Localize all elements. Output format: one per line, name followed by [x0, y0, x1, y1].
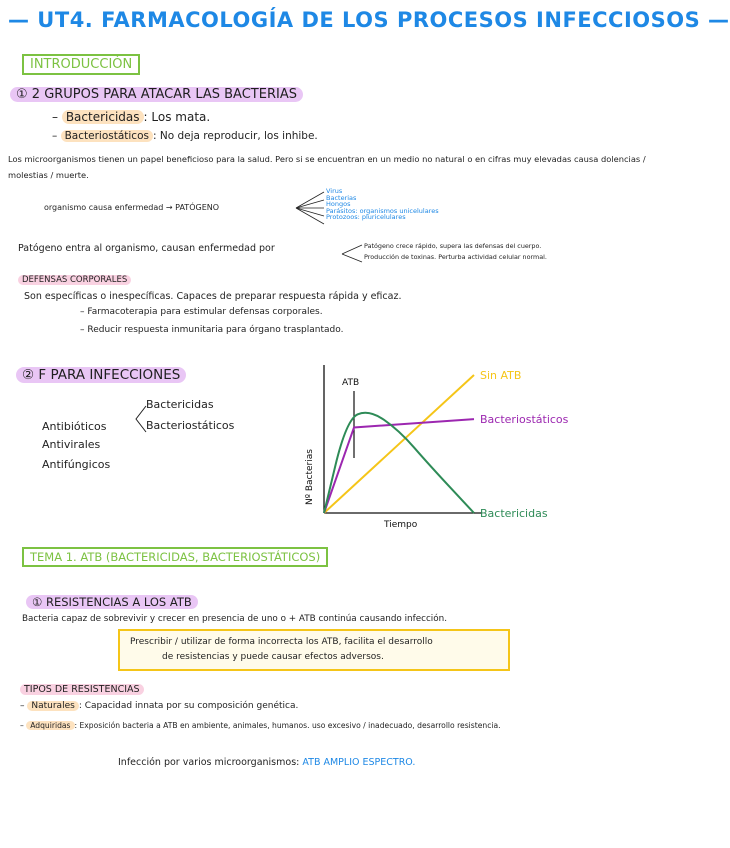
branch-bacterias: Bacterias	[326, 193, 357, 202]
bacteriostaticos-term: Bacteriostáticos	[61, 130, 153, 142]
branch-protozoos: Protozoos: pluricelulares	[326, 213, 406, 221]
infeccion-blue: ATB AMPLIO ESPECTRO.	[302, 757, 416, 768]
patogeno-left: organismo causa enfermedad → PATÓGENO	[44, 203, 220, 212]
patogeno-causas	[364, 241, 547, 263]
atb-chart	[300, 360, 630, 540]
tipos-heading: TIPOS DE RESISTENCIAS	[20, 684, 144, 695]
intro-label: INTRODUCCIÓN	[22, 54, 140, 75]
series-line-2	[324, 413, 474, 513]
bactericidas-term: Bactericidas	[62, 110, 144, 124]
resistencias-text: Bacteria capaz de sobrevivir y crecer en presencia de uno o + ATB continúa causando infección.	[22, 614, 447, 624]
adquiridas-line: – Adquiridas : Exposición bacteria a ATB en ambiente, animales, humanos. uso excesivo / inadecuado, desarrollo resistencia.	[20, 721, 501, 730]
bacteriostaticos-desc: : No deja reproducir, los inhibe.	[152, 130, 318, 142]
bactericidas-desc: : Los mata.	[143, 110, 211, 124]
branch-hongos: Hongos	[326, 200, 351, 208]
naturales-line: – Naturales : Capacidad innata por su composición genética.	[20, 701, 299, 711]
patogeno-brace-lines	[296, 188, 326, 228]
defensas-heading: DEFENSAS CORPORALES	[18, 275, 131, 285]
naturales-term: Naturales	[27, 701, 78, 711]
y-axis-label: Nº Bacterias	[305, 449, 315, 505]
defensas-item-1: – Farmacoterapia para estimular defensas corporales.	[80, 307, 323, 317]
patogeno-branches	[326, 188, 439, 221]
antibioticos-label: Antibióticos	[42, 420, 107, 433]
defensas-item-2: – Reducir respuesta inmunitaria para órgano trasplantado.	[80, 325, 344, 335]
antibiotico-type-1: Bactericidas	[146, 398, 214, 411]
infeccion-text: Infección por varios microorganismos:	[118, 757, 300, 768]
note-line-1: Prescribir / utilizar de forma incorrecta los ATB, facilita el desarrollo	[130, 637, 433, 647]
adquiridas-term: Adquiridas	[26, 721, 74, 730]
branch-virus: Virus	[326, 187, 343, 195]
microorganismos-text: Los microorganismos tienen un papel beneficioso para la salud. Pero si se encuentran en un medio no natural o en cifras muy elevadas causa dolencias / molestias / muerte.	[8, 154, 646, 180]
infeccion-line	[118, 757, 415, 768]
antifungicos: Antifúngicos	[42, 458, 111, 471]
series-line-0	[324, 375, 474, 513]
tema-label: TEMA 1. ATB (BACTERICIDAS, BACTERIOSTÁTICOS)	[22, 547, 328, 567]
series-label-0: Sin ATB	[480, 369, 522, 382]
series-label-2: Bactericidas	[480, 507, 548, 520]
resistencias-note	[118, 629, 510, 671]
series-label-1: Bacteriostáticos	[480, 413, 569, 427]
adquiridas-desc: : Exposición bacteria a ATB en ambiente, animales, humanos. uso excesivo / inadecuado, desarrollo resistencia.	[74, 721, 501, 730]
naturales-desc: : Capacidad innata por su composición genética.	[78, 701, 299, 711]
resistencias-heading: ① RESISTENCIAS A LOS ATB	[26, 595, 198, 609]
note-line-2: de resistencias y puede causar efectos adversos.	[162, 652, 384, 662]
page-title: — UT4. FARMACOLOGÍA DE LOS PROCESOS INFECCIOSOS —	[8, 8, 730, 32]
bactericidas-line: – Bactericidas : Los mata.	[52, 110, 211, 124]
patogeno-entra: Patógeno entra al organismo, causan enfermedad por	[18, 243, 275, 254]
causa-1: Patógeno crece rápido, supera las defensas del cuerpo.	[364, 242, 542, 250]
atb-annotation: ATB	[342, 378, 360, 388]
branch-parasitos: Parásitos: organismos unicelulares	[326, 206, 439, 215]
antibiotico-type-2: Bacteriostáticos	[146, 419, 235, 432]
causas-brace	[340, 242, 364, 266]
f-heading: ② F PARA INFECCIONES	[16, 367, 186, 383]
causa-2: Producción de toxinas. Perturba actividad celular normal.	[364, 253, 547, 261]
antivirales: Antivirales	[42, 438, 101, 451]
x-axis-label: Tiempo	[384, 520, 418, 530]
bacteriostaticos-line: – Bacteriostáticos : No deja reproducir, los inhibe.	[52, 130, 318, 142]
defensas-text: Son específicas o inespecíficas. Capaces de preparar respuesta rápida y eficaz.	[24, 291, 402, 302]
grupos-heading: ① 2 GRUPOS PARA ATACAR LAS BACTERIAS	[10, 87, 303, 102]
